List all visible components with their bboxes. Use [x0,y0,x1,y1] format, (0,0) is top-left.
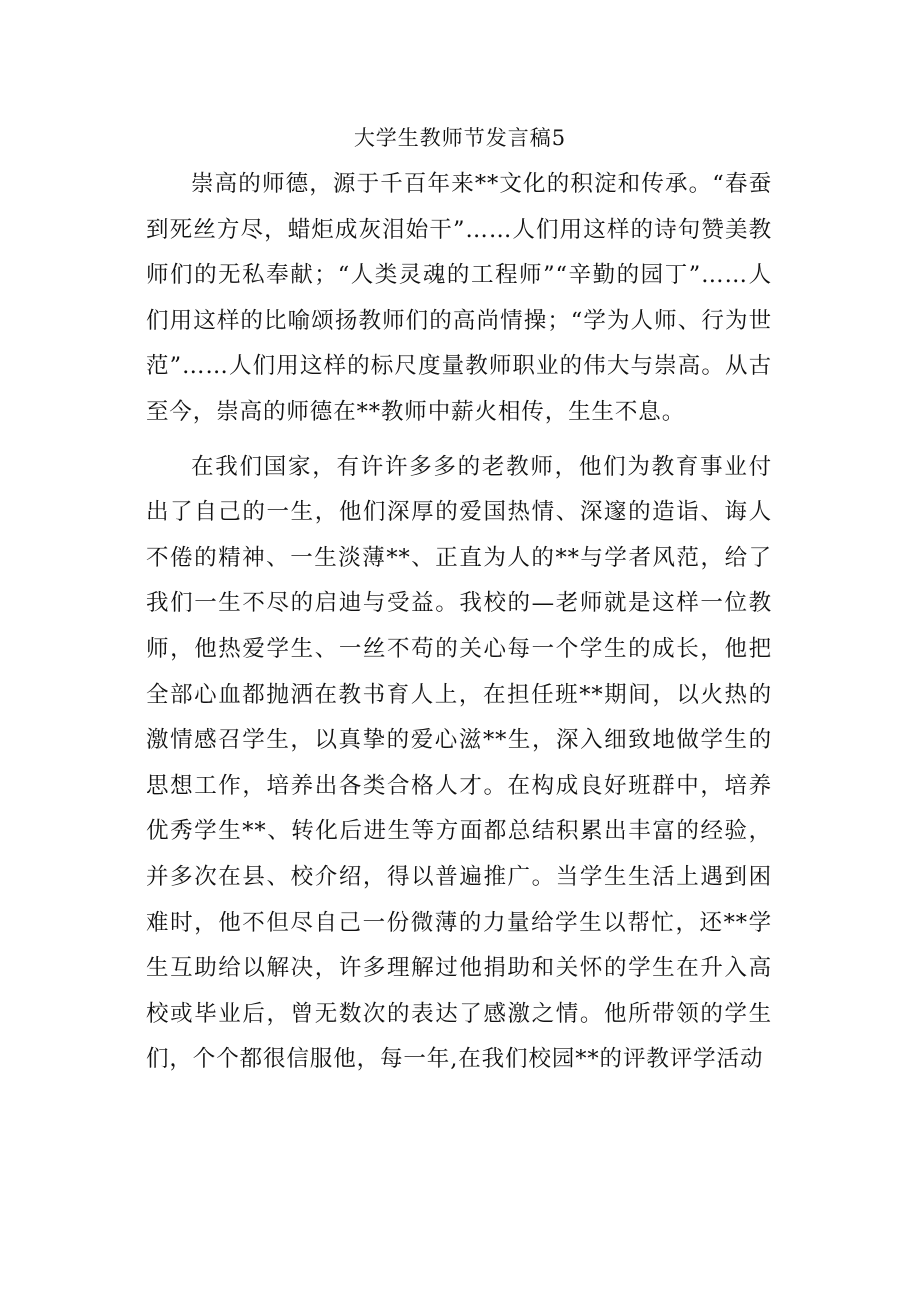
document-body [146,162,772,1083]
paragraph-2: 在我们国家，有许许多多的老教师，他们为教育事业付出了自己的一生，他们深厚的爱国热情、深邃的造诣、诲人不倦的精神、一生淡薄**、正直为人的**与学者风范，给了我们一生不尽的启迪与受益。我校的—老师就是这样一位教师，他热爱学生、一丝不苟的关心每一个学生的成长，他把全部心血都抛洒在教书育人上，在担任班**期间，以火热的激情感召学生，以真挚的爱心滋**生，深入细致地做学生的思想工作，培养出各类合格人才。在构成良好班群中，培养优秀学生**、转化后进生等方面都总结积累出丰富的经验，并多次在县、校介绍，得以普遍推广。当学生生活上遇到困难时，他不但尽自己一份微薄的力量给学生以帮忙，还**学生互助给以解决，许多理解过他捐助和关怀的学生在升入高校或毕业后，曾无数次的表达了感激之情。他所带领的学生们，个个都很信服他，每一年,在我们校园**的评教评学活动 [146,453,772,1073]
document-title: 大学生教师节发言稿5 [353,126,567,150]
paragraph-1: 崇高的师德，源于千百年来**文化的积淀和传承。“春蚕到死丝方尽，蜡炬成灰泪始干”……人们用这样的诗句赞美教师们的无私奉献；“人类灵魂的工程师”“辛勤的园丁”……人们用这样的比喻颂扬教师们的高尚情操；“学为人师、行为世范”……人们用这样的标尺度量教师职业的伟大与崇高。从古至今，崇高的师德在**教师中薪火相传，生生不息。 [146,171,772,425]
